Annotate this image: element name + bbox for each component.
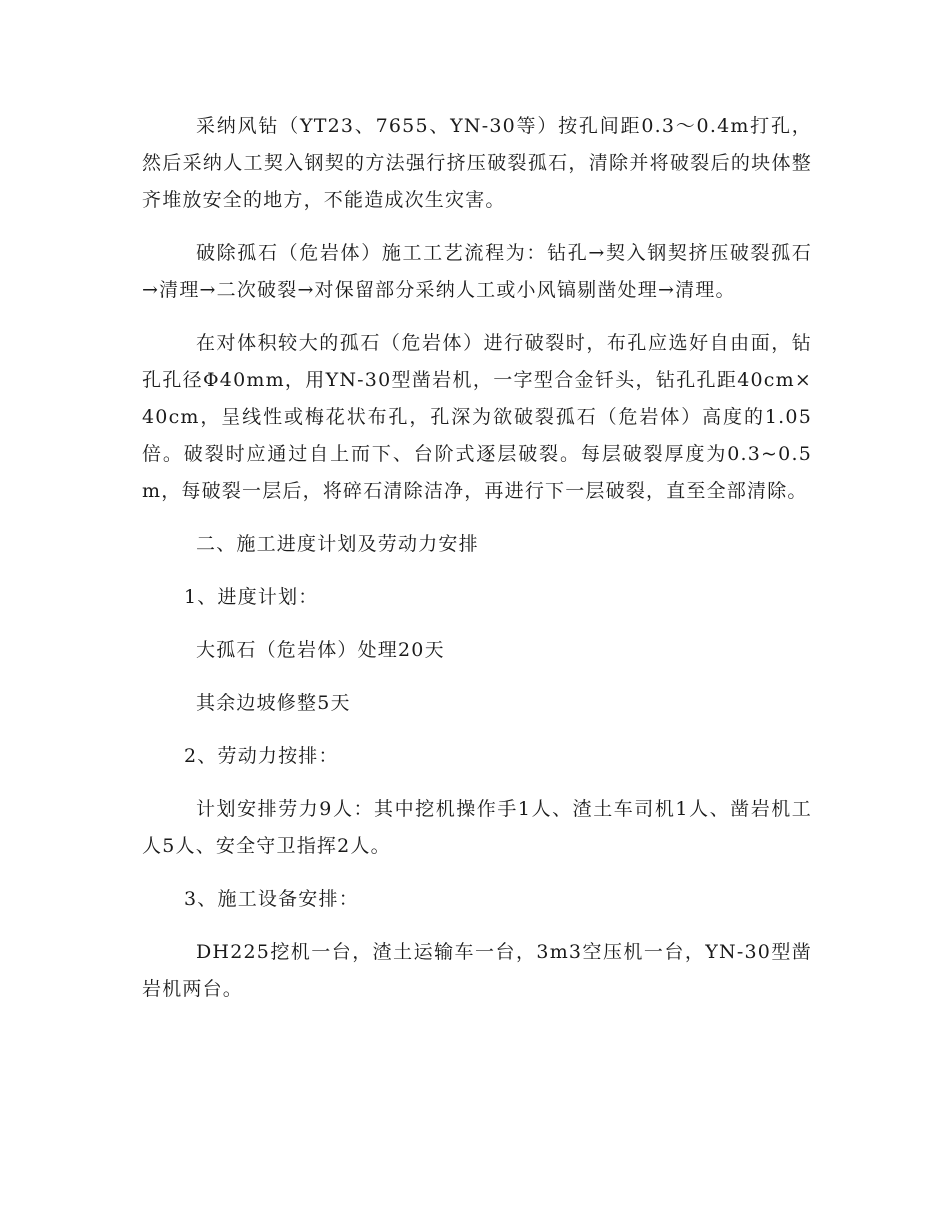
document-body: [142, 108, 812, 1008]
section-heading-schedule-labor: 二、施工进度计划及劳动力安排: [196, 533, 479, 555]
paragraph-labor-plan: 计划安排劳力9人：其中挖机操作手1人、渣土车司机1人、凿岩机工人5人、安全守卫指挥2人。: [142, 798, 812, 857]
schedule-item-slope-trimming: 其余边坡修整5天: [196, 692, 351, 714]
paragraph-large-rock-breaking: 在对体积较大的孤石（危岩体）进行破裂时，布孔应选好自由面，钻孔孔径Φ40mm，用YN-30型凿岩机，一字型合金钎头，钻孔孔距40cm×40cm，呈线性或梅花状布孔，孔深为欲破裂孤石（危岩体）高度的1.05倍。破裂时应通过自上而下、台阶式逐层破裂。每层破裂厚度为0.3~0.5m，每破裂一层后，将碎石清除洁净，再进行下一层破裂，直至全部清除。: [142, 332, 812, 502]
paragraph-process-flow: 破除孤石（危岩体）施工工艺流程为：钻孔→契入钢契挤压破裂孤石→清理→二次破裂→对保留部分采纳人工或小风镐剔凿处理→清理。: [142, 242, 812, 301]
paragraph-equipment-plan: DH225挖机一台，渣土运输车一台，3m3空压机一台，YN-30型凿岩机两台。: [142, 941, 812, 1000]
schedule-item-large-rock: 大孤石（危岩体）处理20天: [196, 639, 445, 661]
paragraph-drilling-method: 采纳风钻（YT23、7655、YN-30等）按孔间距0.3～0.4m打孔，然后采纳人工契入钢契的方法强行挤压破裂孤石，清除并将破裂后的块体整齐堆放安全的地方，不能造成次生灾害。: [142, 115, 812, 211]
subheading-schedule: 1、进度计划：: [184, 586, 319, 608]
subheading-labor: 2、劳动力按排：: [184, 745, 339, 767]
subheading-equipment: 3、施工设备安排：: [184, 888, 359, 910]
